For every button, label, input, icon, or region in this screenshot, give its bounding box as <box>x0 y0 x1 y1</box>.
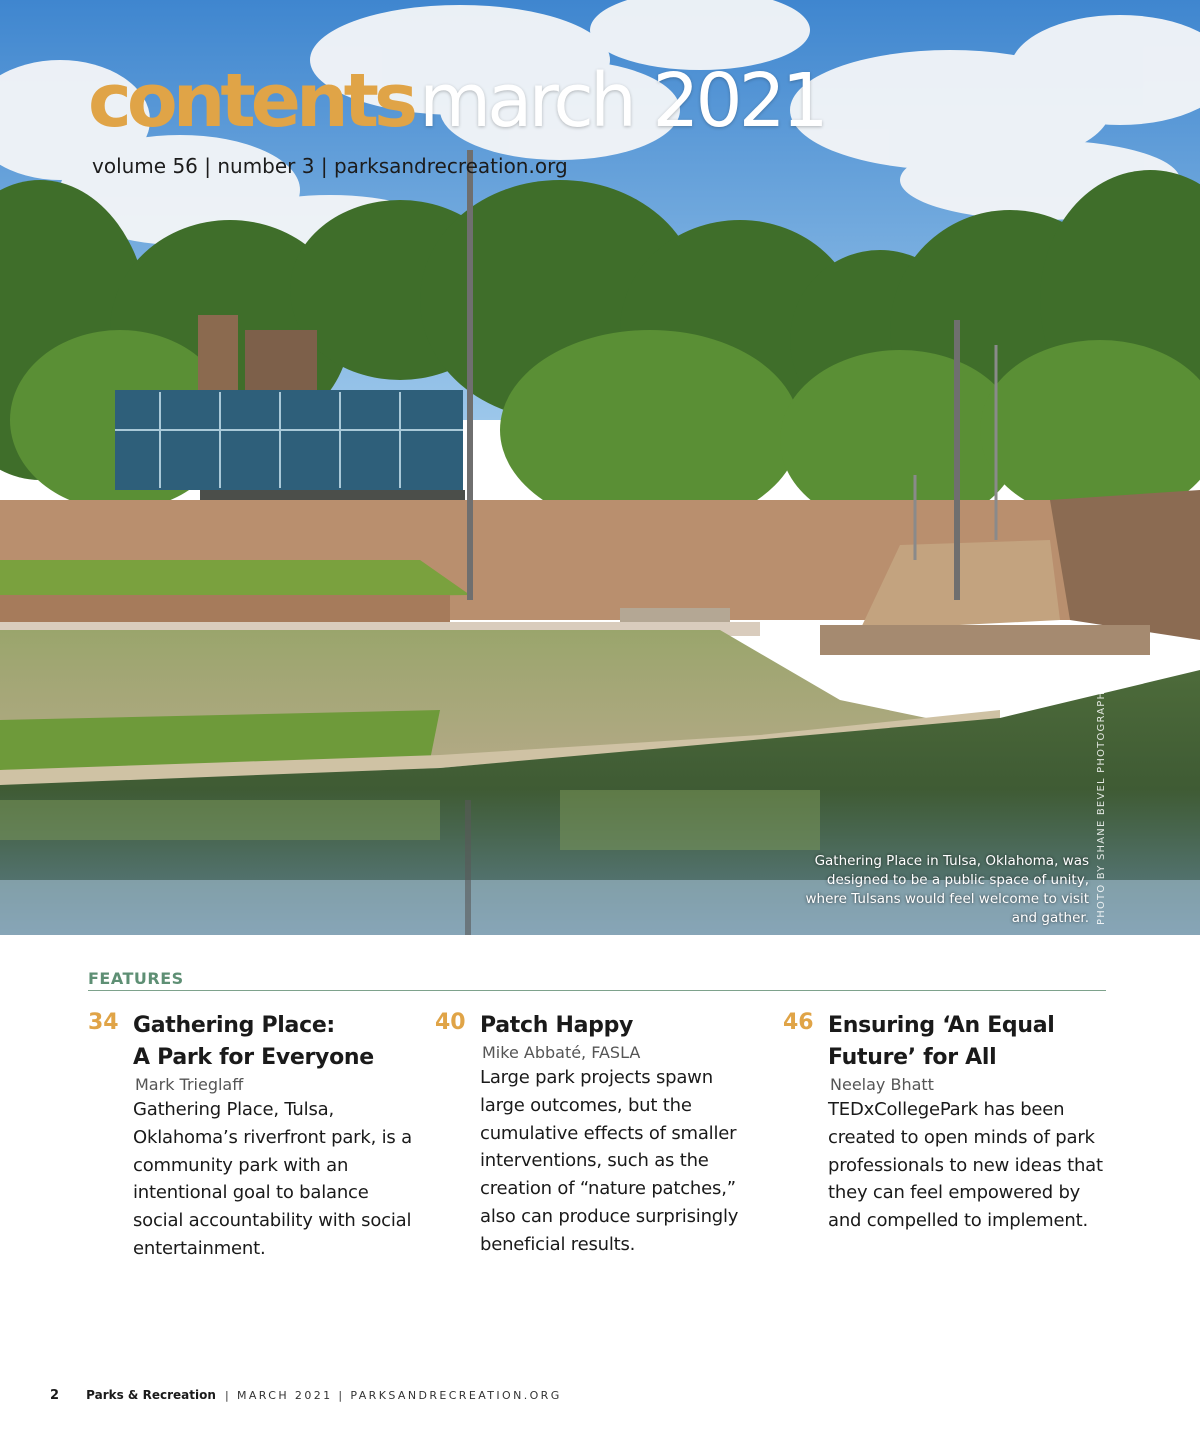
feature-description: TEDxCollegePark has been created to open minds of park professionals to new ideas that they can feel empowered by and compelled to implement. <box>828 1099 1103 1232</box>
photo-credit: PHOTO BY SHANE BEVEL PHOTOGRAPHY <box>1096 683 1107 925</box>
footer-magazine-name: Parks & Recreation <box>86 1388 216 1402</box>
feature-author: Neelay Bhatt <box>830 1075 934 1094</box>
masthead <box>88 58 825 144</box>
feature-author: Mike Abbaté, FASLA <box>482 1043 641 1062</box>
feature-page-number: 34 <box>88 1010 119 1035</box>
footer-issue-info: | MARCH 2021 | PARKSANDRECREATION.ORG <box>224 1389 562 1402</box>
feature-title[interactable]: Gathering Place: A Park for Everyone <box>133 1013 374 1070</box>
features-divider <box>88 990 1106 991</box>
feature-page-number: 40 <box>435 1010 466 1035</box>
feature-page-number: 46 <box>783 1010 814 1035</box>
photo-caption: Gathering Place in Tulsa, Oklahoma, was designed to be a public space of unity, where Tulsans would feel welcome to visit and gather. <box>805 853 1089 926</box>
feature-title[interactable]: Patch Happy <box>480 1013 634 1038</box>
feature-description: Gathering Place, Tulsa, Oklahoma’s riverfront park, is a community park with an intentional goal to balance social accountability with social entertainment. <box>133 1099 412 1259</box>
feature-author: Mark Trieglaff <box>135 1075 244 1094</box>
masthead-contents-word: contents <box>88 58 414 144</box>
footer-page-number: 2 <box>50 1388 60 1403</box>
feature-description: Large park projects spawn large outcomes, but the cumulative effects of smaller interventions, such as the creation of “nature patches,” also can produce surprisingly beneficial results. <box>480 1067 739 1255</box>
features-heading: FEATURES <box>88 969 184 988</box>
feature-title[interactable]: Ensuring ‘An Equal Future’ for All <box>828 1013 1055 1070</box>
volume-line: volume 56 | number 3 | parksandrecreation.org <box>92 154 568 178</box>
masthead-issue-date: march 2021 <box>419 58 825 144</box>
page-footer <box>50 1384 562 1403</box>
